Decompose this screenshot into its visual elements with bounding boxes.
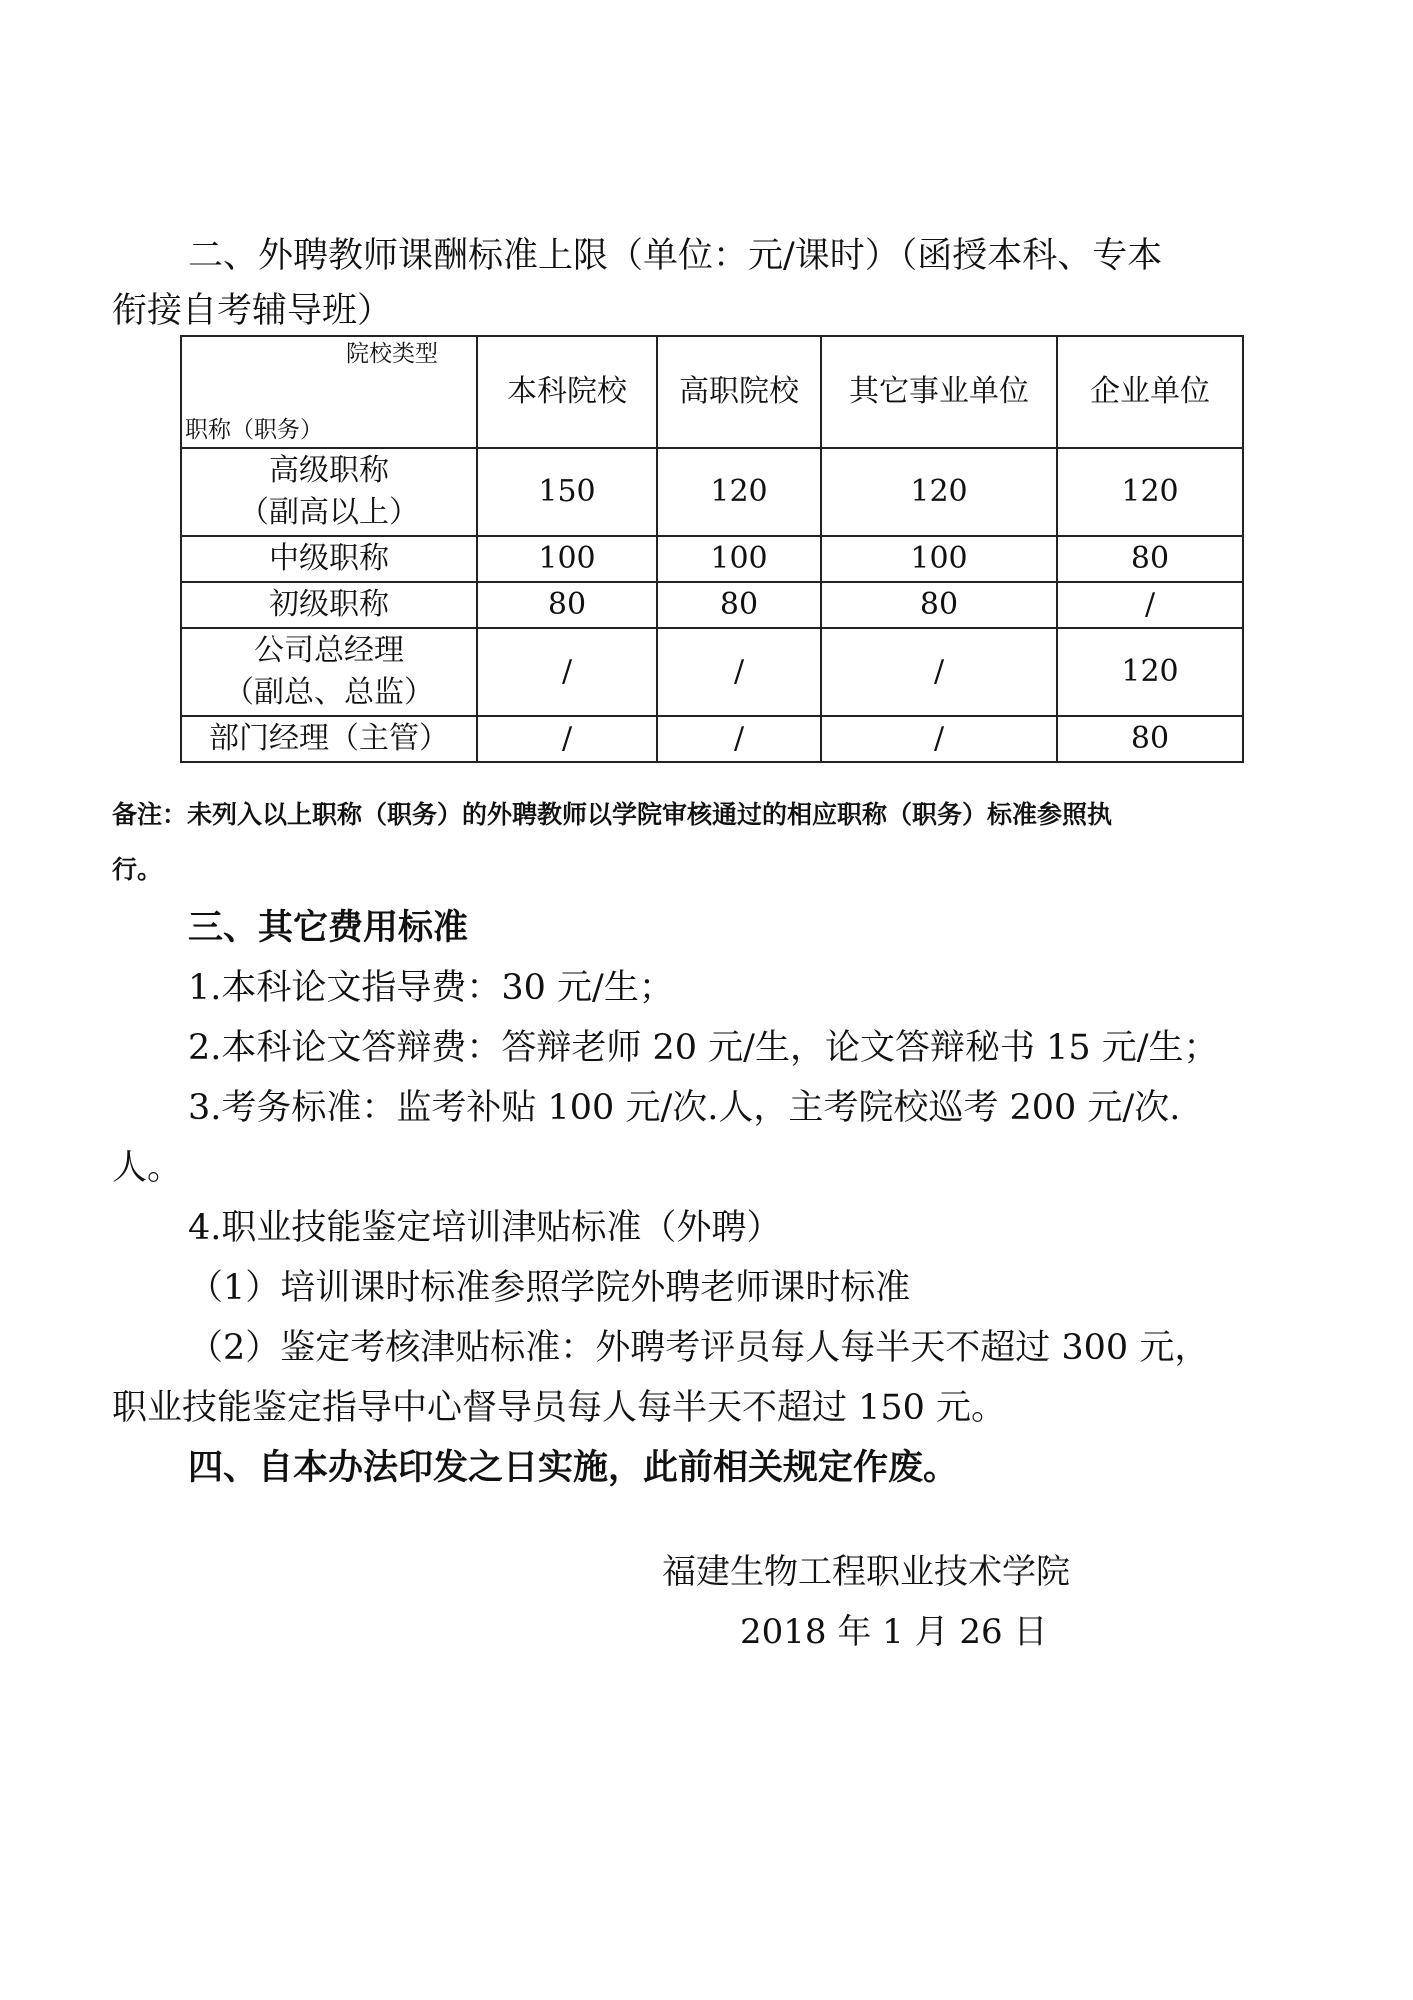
fee-table bbox=[180, 335, 1244, 763]
table-cell: 120 bbox=[821, 448, 1057, 536]
row-title-line: （副高以上） bbox=[239, 495, 419, 530]
section4-title: 四、自本办法印发之日实施，此前相关规定作废。 bbox=[188, 1448, 959, 1488]
section3-item3-line2: 人。 bbox=[112, 1148, 183, 1188]
section3-title: 三、其它费用标准 bbox=[188, 908, 469, 948]
row-title-line: 部门经理（主管） bbox=[209, 721, 449, 756]
table-cell: 80 bbox=[477, 582, 657, 628]
table-cell: 80 bbox=[821, 582, 1057, 628]
table-header-row bbox=[181, 336, 1243, 448]
section3-item3-line1: 3.考务标准：监考补贴 100 元/次.人，主考院校巡考 200 元/次. bbox=[188, 1088, 1181, 1128]
table-cell: 100 bbox=[821, 536, 1057, 582]
section2-title-line1: 二、外聘教师课酬标准上限（单位：元/课时）（函授本科、专本 bbox=[188, 236, 1163, 276]
signature-organization: 福建生物工程职业技术学院 bbox=[662, 1552, 1070, 1592]
row-title bbox=[181, 448, 477, 536]
table-cell: 150 bbox=[477, 448, 657, 536]
table-cell: / bbox=[477, 716, 657, 762]
table-corner-cell bbox=[181, 336, 477, 448]
row-title-line: 初级职称 bbox=[269, 587, 389, 622]
column-header: 高职院校 bbox=[657, 336, 821, 448]
column-header: 本科院校 bbox=[477, 336, 657, 448]
section2-title-line2: 衔接自考辅导班） bbox=[112, 291, 393, 331]
row-title-line: 公司总经理 bbox=[254, 633, 404, 668]
corner-label-title: 职称（职务） bbox=[185, 417, 323, 443]
table-cell: 120 bbox=[657, 448, 821, 536]
table-cell: / bbox=[1057, 582, 1243, 628]
section3-item1: 1.本科论文指导费：30 元/生； bbox=[188, 968, 674, 1008]
table-cell: 80 bbox=[657, 582, 821, 628]
row-title bbox=[181, 582, 477, 628]
table-cell: / bbox=[821, 628, 1057, 716]
table-cell: 120 bbox=[1057, 628, 1243, 716]
table-cell: 80 bbox=[1057, 536, 1243, 582]
section3-item2: 2.本科论文答辩费：答辩老师 20 元/生，论文答辩秘书 15 元/生； bbox=[188, 1028, 1219, 1068]
table-row bbox=[181, 448, 1243, 536]
note-line1: 备注：未列入以上职称（职务）的外聘教师以学院审核通过的相应职称（职务）标准参照执 bbox=[112, 800, 1113, 829]
section3-item4-2-line1: （2）鉴定考核津贴标准：外聘考评员每人每半天不超过 300 元， bbox=[188, 1328, 1210, 1368]
section3-item4-2-line2: 职业技能鉴定指导中心督导员每人每半天不超过 150 元。 bbox=[112, 1388, 1007, 1428]
table-row bbox=[181, 582, 1243, 628]
table-cell: / bbox=[657, 716, 821, 762]
row-title-line: 高级职称 bbox=[269, 453, 389, 488]
table-row bbox=[181, 628, 1243, 716]
table-row bbox=[181, 536, 1243, 582]
row-title bbox=[181, 628, 477, 716]
row-title bbox=[181, 536, 477, 582]
table-cell: / bbox=[657, 628, 821, 716]
table-row bbox=[181, 716, 1243, 762]
signature-date: 2018 年 1 月 26 日 bbox=[740, 1612, 1048, 1652]
note-line2: 行。 bbox=[112, 855, 163, 884]
table-cell: / bbox=[821, 716, 1057, 762]
row-title bbox=[181, 716, 477, 762]
table-cell: 80 bbox=[1057, 716, 1243, 762]
table-cell: 100 bbox=[657, 536, 821, 582]
row-title-line: （副总、总监） bbox=[224, 675, 434, 710]
column-header: 其它事业单位 bbox=[821, 336, 1057, 448]
table-cell: / bbox=[477, 628, 657, 716]
corner-label-institution-type: 院校类型 bbox=[346, 341, 438, 367]
section3-item4-1: （1）培训课时标准参照学院外聘老师课时标准 bbox=[188, 1268, 911, 1308]
table-cell: 100 bbox=[477, 536, 657, 582]
table-cell: 120 bbox=[1057, 448, 1243, 536]
row-title-line: 中级职称 bbox=[269, 541, 389, 576]
column-header: 企业单位 bbox=[1057, 336, 1243, 448]
section3-item4: 4.职业技能鉴定培训津贴标准（外聘） bbox=[188, 1208, 782, 1248]
